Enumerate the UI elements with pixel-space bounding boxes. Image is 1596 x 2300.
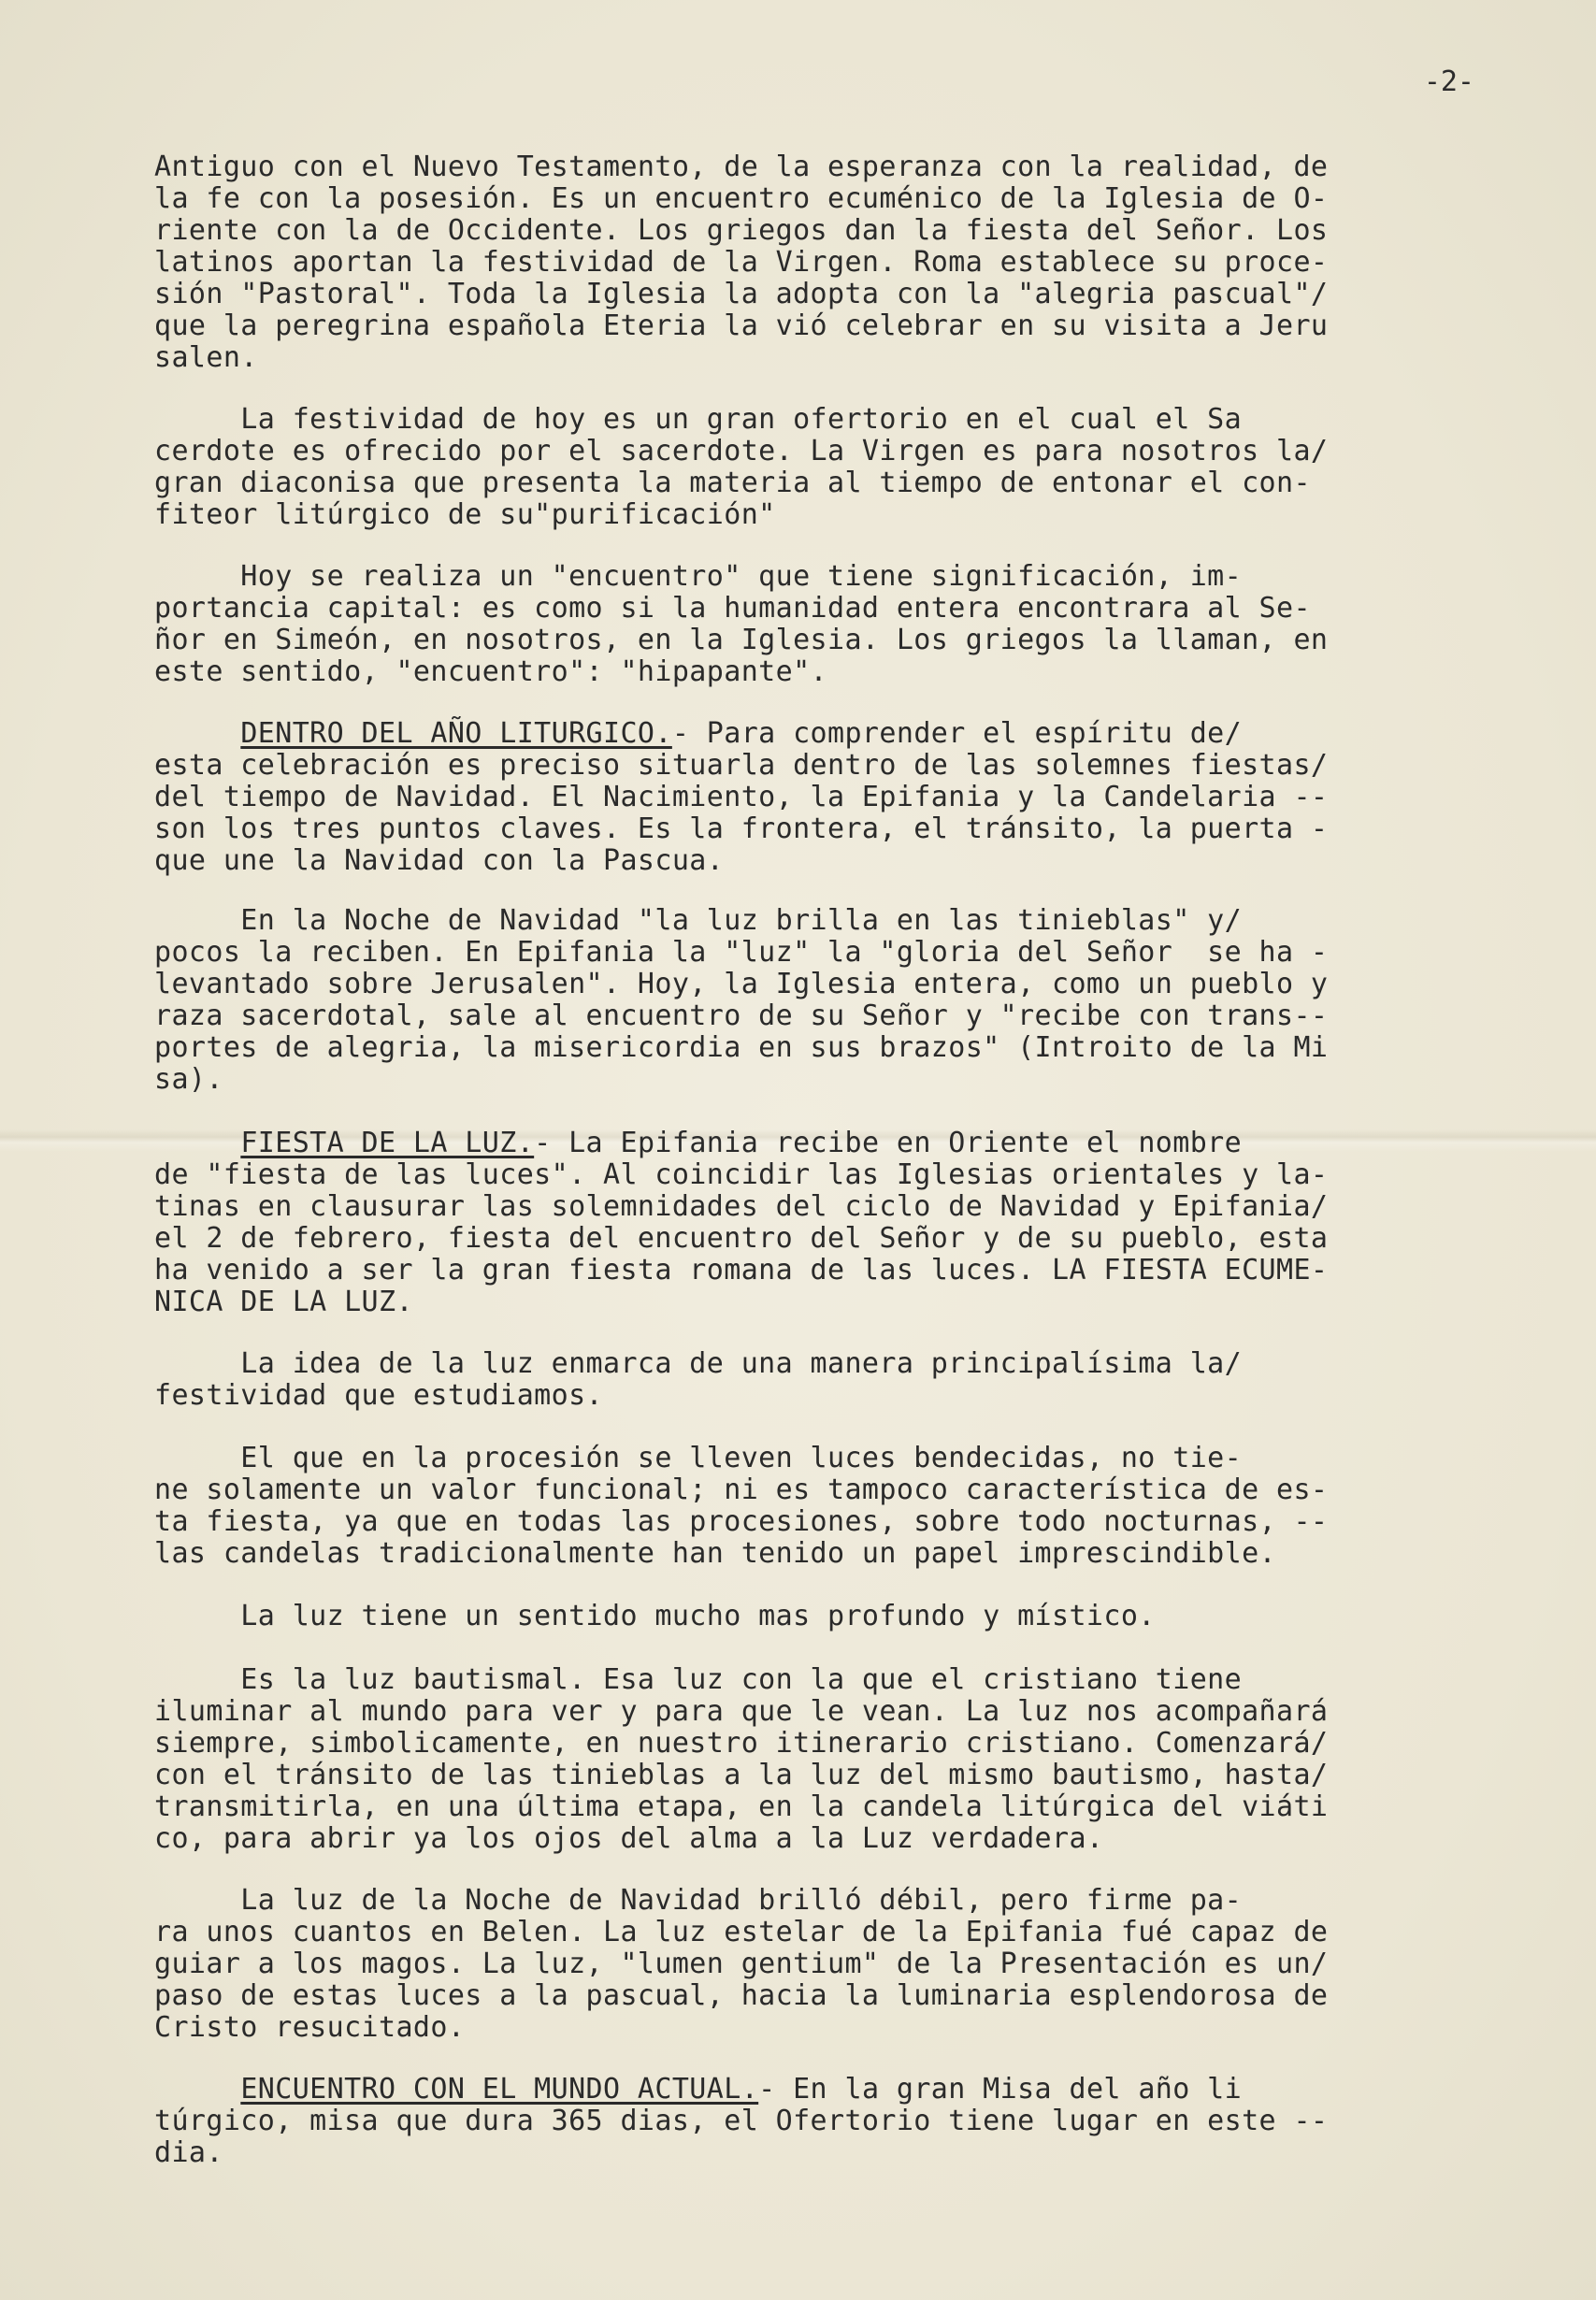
text-line: de "fiesta de las luces". Al coincidir las Iglesias orientales y la-	[154, 1158, 1329, 1191]
text-line: la fe con la posesión. Es un encuentro ecuménico de la Iglesia de O-	[154, 182, 1329, 215]
text-line: paso de estas luces a la pascual, hacia la luminaria esplendorosa de	[154, 1979, 1329, 2012]
text-line: transmitirla, en una última etapa, en la candela litúrgica del viáti	[154, 1790, 1329, 1823]
text-line: riente con la de Occidente. Los griegos dan la fiesta del Señor. Los	[154, 214, 1329, 247]
section-heading: FIESTA DE LA LUZ.	[240, 1127, 535, 1159]
text-line: - Para comprender el espíritu de/	[671, 717, 1243, 750]
text-line: son los tres puntos claves. Es la frontera, el tránsito, la puerta -	[154, 812, 1329, 845]
text-line: este sentido, "encuentro": "hipapante".	[154, 655, 827, 688]
text-line: latinos aportan la festividad de la Virgen. Roma establece su proce-	[154, 246, 1329, 279]
text-line: que une la Navidad con la Pascua.	[154, 844, 725, 877]
paragraph-intro	[154, 151, 1473, 374]
text-line: Es la luz bautismal. Esa luz con la que el cristiano tiene	[154, 1663, 1243, 1696]
text-line: En la Noche de Navidad "la luz brilla en las tinieblas" y/	[154, 904, 1243, 937]
text-line: Hoy se realiza un "encuentro" que tiene significación, im-	[154, 560, 1243, 593]
text-line: portancia capital: es como si la humanidad entera encontrara al Se-	[154, 592, 1311, 625]
text-line: portes de alegria, la misericordia en sus brazos" (Introito de la Mi	[154, 1031, 1329, 1064]
text-line: ñor en Simeón, en nosotros, en la Iglesia. Los griegos la llaman, en	[154, 624, 1329, 656]
paragraph-sentido	[154, 1601, 1473, 1632]
text-line: La luz de la Noche de Navidad brilló débil, pero firme pa-	[154, 1884, 1243, 1917]
text-line: NICA DE LA LUZ.	[154, 1286, 413, 1318]
text-line: pocos la reciben. En Epifania la "luz" la "gloria del Señor se ha -	[154, 936, 1329, 969]
text-line: iluminar al mundo para ver y para que le vean. La luz nos acompañará	[154, 1695, 1329, 1728]
text-line: fiteor litúrgico de su"purificación"	[154, 498, 776, 531]
text-line: tinas en clausurar las solemnidades del ciclo de Navidad y Epifania/	[154, 1190, 1329, 1223]
text-line: raza sacerdotal, sale al encuentro de su Señor y "recibe con trans--	[154, 999, 1329, 1032]
paragraph-encuentro	[154, 561, 1473, 688]
section-fiesta-luz	[154, 1128, 1473, 1318]
text-line: La idea de la luz enmarca de una manera principalísima la/	[154, 1347, 1243, 1380]
paragraph-bautismal	[154, 1664, 1473, 1855]
text-line: ha venido a ser la gran fiesta romana de las luces. LA FIESTA ECUME-	[154, 1254, 1329, 1287]
text-line: cerdote es ofrecido por el sacerdote. La Virgen es para nosotros la/	[154, 435, 1329, 467]
text-line: El que en la procesión se lleven luces bendecidas, no tie-	[154, 1442, 1243, 1474]
text-line: esta celebración es preciso situarla dentro de las solemnes fiestas/	[154, 749, 1329, 782]
paragraph-idea-luz	[154, 1348, 1473, 1412]
text-line: siempre, simbolicamente, en nuestro itinerario cristiano. Comenzará/	[154, 1727, 1329, 1760]
paragraph-festividad	[154, 404, 1473, 531]
text-line: ta fiesta, ya que en todas las procesiones, sobre todo nocturnas, --	[154, 1505, 1329, 1538]
paragraph-procesion	[154, 1443, 1473, 1570]
text-line: túrgico, misa que dura 365 dias, el Ofertorio tiene lugar en este --	[154, 2105, 1329, 2137]
text-line: gran diaconisa que presenta la materia al tiempo de entonar el con-	[154, 467, 1311, 499]
section-heading: DENTRO DEL AÑO LITURGICO.	[240, 717, 672, 750]
text-line: levantado sobre Jerusalen". Hoy, la Iglesia entera, como un pueblo y	[154, 968, 1329, 1000]
text-line: salen.	[154, 341, 258, 374]
text-line: festividad que estudiamos.	[154, 1379, 603, 1412]
text-line: con el tránsito de las tinieblas a la luz del mismo bautismo, hasta/	[154, 1759, 1329, 1791]
text-line: ne solamente un valor funcional; ni es tampoco característica de es-	[154, 1473, 1329, 1506]
text-line: que la peregrina española Eteria la vió celebrar en su visita a Jeru	[154, 309, 1329, 342]
text-line: - La Epifania recibe en Oriente el nombre	[534, 1127, 1243, 1159]
text-line: co, para abrir ya los ojos del alma a la Luz verdadera.	[154, 1822, 1104, 1855]
text-line: La luz tiene un sentido mucho mas profundo y místico.	[154, 1600, 1156, 1632]
text-line: La festividad de hoy es un gran ofertorio en el cual el Sa	[154, 403, 1243, 436]
text-line: sa).	[154, 1063, 223, 1096]
paragraph-noche-navidad	[154, 905, 1473, 1096]
paragraph-noche-belen	[154, 1885, 1473, 2044]
page-number: -2-	[1423, 65, 1474, 98]
section-heading: ENCUENTRO CON EL MUNDO ACTUAL.	[240, 2073, 759, 2106]
text-line: Antiguo con el Nuevo Testamento, de la esperanza con la realidad, de	[154, 151, 1329, 183]
section-liturgico	[154, 718, 1473, 877]
text-line: las candelas tradicionalmente han tenido un papel imprescindible.	[154, 1537, 1276, 1570]
text-line: guiar a los magos. La luz, "lumen gentium" de la Presentación es un/	[154, 1948, 1329, 1980]
text-line: Cristo resucitado.	[154, 2011, 466, 2044]
text-line: ra unos cuantos en Belen. La luz estelar de la Epifania fué capaz de	[154, 1916, 1329, 1948]
text-line: - En la gran Misa del año li	[758, 2073, 1243, 2106]
text-line: dia.	[154, 2136, 223, 2169]
text-line: del tiempo de Navidad. El Nacimiento, la Epifania y la Candelaria --	[154, 781, 1329, 813]
section-mundo-actual	[154, 2074, 1473, 2169]
text-line: el 2 de febrero, fiesta del encuentro del Señor y de su pueblo, esta	[154, 1222, 1329, 1255]
text-line: sión "Pastoral". Toda la Iglesia la adopta con la "alegria pascual"/	[154, 278, 1329, 310]
